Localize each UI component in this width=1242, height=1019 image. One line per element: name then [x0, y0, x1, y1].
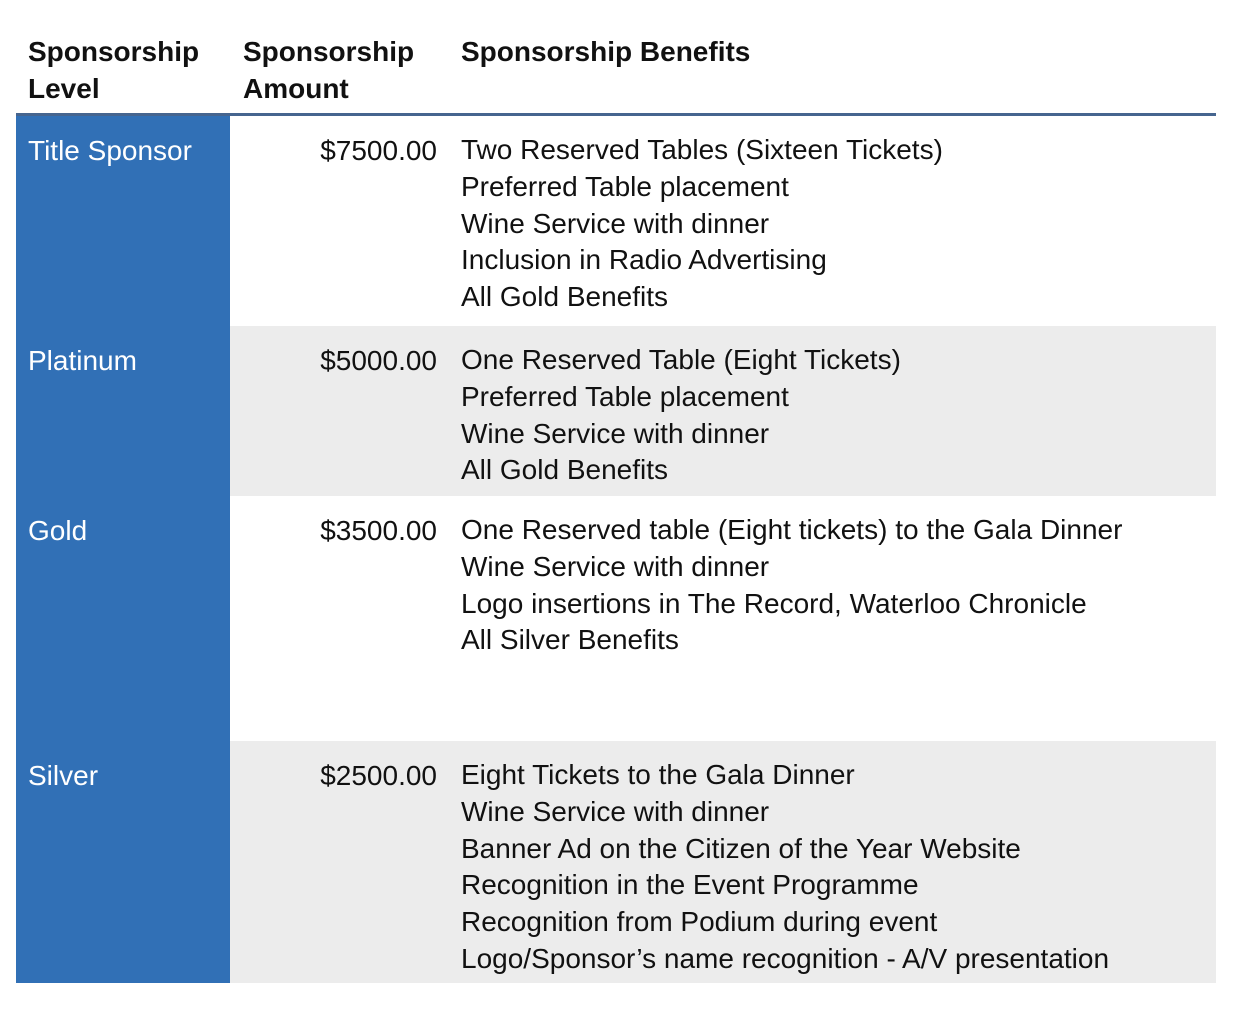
- benefit-item: Two Reserved Tables (Sixteen Tickets): [461, 134, 943, 165]
- benefit-item: One Reserved table (Eight tickets) to the Gala Dinner: [461, 514, 1123, 545]
- benefit-item: Logo/Sponsor’s name recognition - A/V presentation: [461, 942, 1110, 974]
- level-cell: Platinum: [16, 326, 230, 496]
- benefits-cell: [447, 496, 1216, 741]
- benefits-cell: [447, 741, 1216, 983]
- amount-cell: $3500.00: [320, 515, 437, 546]
- header-sponsorship-amount: Sponsorship Amount: [243, 36, 415, 104]
- benefit-item: Logo insertions in The Record, Waterloo Chronicle: [461, 587, 1087, 619]
- table-row-title-sponsor: [16, 116, 1216, 326]
- amount-cell: $5000.00: [230, 326, 447, 496]
- level-cell: Title Sponsor: [16, 116, 230, 326]
- header-sponsorship-level: Sponsorship Level: [28, 36, 200, 104]
- amount-cell: $7500.00: [320, 135, 437, 166]
- benefit-item: Wine Service with dinner: [461, 550, 770, 582]
- benefit-item: Banner Ad on the Citizen of the Year Website: [461, 832, 1021, 864]
- level-cell: Gold: [16, 496, 230, 741]
- benefit-item: Inclusion in Radio Advertising: [461, 244, 827, 276]
- benefit-item: All Silver Benefits: [461, 624, 679, 656]
- benefit-item: Eight Tickets to the Gala Dinner: [461, 759, 855, 790]
- benefit-item: Wine Service with dinner: [461, 417, 770, 449]
- table-row-platinum: [16, 326, 1216, 496]
- benefits-cell: [447, 326, 1216, 496]
- benefit-item: All Gold Benefits: [461, 281, 668, 313]
- benefit-item: One Reserved Table (Eight Tickets): [461, 344, 901, 375]
- table-row-gold: [16, 496, 1216, 741]
- sponsorship-table: [16, 0, 1216, 983]
- amount-cell: $2500.00: [230, 741, 447, 983]
- benefit-item: Recognition in the Event Programme: [461, 869, 919, 901]
- level-cell: Silver: [16, 741, 230, 983]
- benefit-item: Wine Service with dinner: [461, 795, 770, 827]
- benefit-item: Preferred Table placement: [461, 380, 789, 412]
- benefit-item: Recognition from Podium during event: [461, 906, 938, 938]
- benefit-item: Wine Service with dinner: [461, 207, 770, 239]
- benefits-cell: [447, 116, 1216, 326]
- table-header-row: [16, 0, 1216, 116]
- header-sponsorship-benefits: Sponsorship Benefits: [461, 36, 751, 67]
- benefit-item: Preferred Table placement: [461, 170, 789, 202]
- table-row-silver: [16, 741, 1216, 983]
- benefit-item: All Gold Benefits: [461, 454, 668, 486]
